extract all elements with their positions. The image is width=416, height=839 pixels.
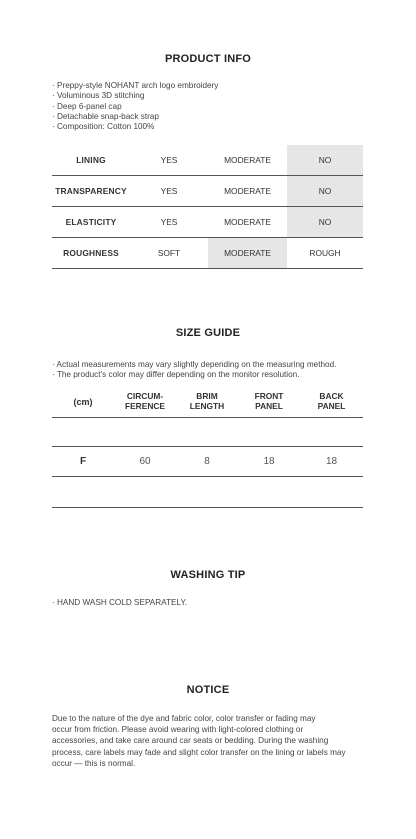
list-item: · Voluminous 3D stitching [52, 91, 145, 101]
attribute-option: MODERATE [224, 217, 271, 227]
notice-line: occur from friction. Please avoid wearing with light-colored clothing or [52, 725, 304, 735]
notice-title: NOTICE [186, 684, 230, 696]
list-item: · Deep 6-panel cap [52, 101, 122, 111]
attribute-label: ELASTICITY [65, 217, 117, 227]
circumference-header: CIRCUM- FERENCE [124, 391, 166, 411]
list-item: · HAND WASH COLD SEPARATELY. [52, 598, 188, 607]
size-guide-notes [52, 360, 336, 381]
back-panel-cell: 18 [325, 456, 338, 467]
table-divider [52, 446, 363, 447]
attribute-option: MODERATE [224, 186, 271, 196]
product-info-title: PRODUCT INFO [164, 53, 252, 65]
notice-line: process, care labels may fade and slight color transfer on the lining or labels may [52, 747, 346, 757]
size-cell: F [79, 456, 87, 467]
front-panel-cell: 18 [263, 456, 275, 467]
attribute-label: TRANSPARENCY [55, 186, 127, 196]
attribute-row-roughness [52, 238, 363, 269]
list-item: · The product's color may differ depending on the monitor resolution. [52, 370, 300, 380]
attribute-option-selected: MODERATE [208, 238, 287, 268]
attribute-table [52, 145, 363, 269]
washing-tip-list [52, 598, 187, 608]
attribute-row-lining [52, 145, 363, 176]
list-item: · Detachable snap-back strap [52, 111, 159, 121]
attribute-option-selected: NO [287, 145, 363, 175]
attribute-option: YES [160, 186, 178, 196]
list-item: · Composition: Cotton 100% [52, 122, 155, 132]
unit-header: (cm) [73, 397, 93, 407]
size-table-header [52, 391, 363, 418]
attribute-row-elasticity [52, 207, 363, 238]
table-divider [52, 476, 363, 477]
size-guide-title: SIZE GUIDE [175, 327, 241, 339]
table-divider [52, 507, 363, 508]
attribute-option: YES [160, 217, 178, 227]
notice-line: accessories, and take care around car seats or bedding. During the washing [52, 736, 329, 746]
attribute-row-transparency [52, 176, 363, 207]
back-panel-header: BACK PANEL [317, 391, 346, 411]
attribute-option: MODERATE [224, 155, 271, 165]
attribute-label: ROUGHNESS [63, 248, 119, 258]
front-panel-header: FRONT PANEL [254, 391, 284, 411]
attribute-label: LINING [76, 155, 106, 165]
attribute-option: YES [160, 155, 178, 165]
attribute-option: SOFT [157, 248, 181, 258]
attribute-option: ROUGH [309, 248, 341, 258]
circumference-cell: 60 [139, 456, 151, 467]
notice-text [52, 713, 372, 769]
product-info-list [52, 81, 218, 132]
attribute-option-selected: NO [287, 207, 363, 237]
notice-line: occur — this is normal. [52, 758, 136, 768]
list-item: · Actual measurements may vary slightly depending on the measuring method. [52, 360, 337, 369]
attribute-option-selected: NO [287, 176, 363, 206]
brim-length-header: BRIM LENGTH [189, 391, 225, 411]
washing-tip-title: WASHING TIP [170, 569, 246, 581]
list-item: · Preppy-style NOHANT arch logo embroidery [52, 81, 219, 90]
brim-length-cell: 8 [204, 456, 210, 467]
notice-line: Due to the nature of the dye and fabric color, color transfer or fading may [52, 714, 316, 723]
